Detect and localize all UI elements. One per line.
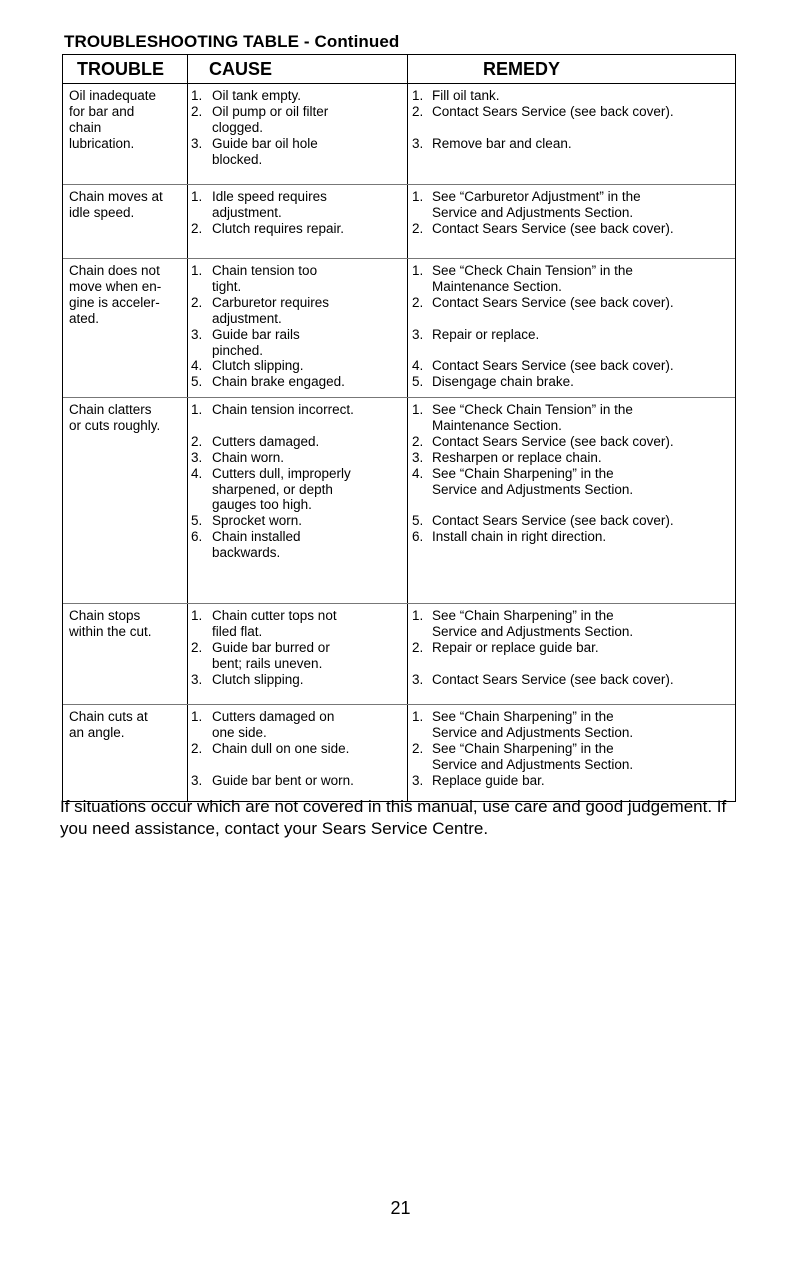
cause-item [191,418,403,434]
item-number: 1. [412,709,424,724]
item-text: Disengage chain brake. [432,374,574,390]
item-number: 1. [191,189,203,204]
footer-note: If situations occur which are not covered in this manual, use care and good judgement. If you need assistance, contact your Sears Service Centre. [60,797,727,838]
item-number: 1. [191,402,203,417]
remedy-item [412,88,734,104]
item-number: 4. [191,465,203,481]
table-row [63,604,735,705]
trouble-line: Chain cuts at [69,709,148,724]
trouble-cell [69,189,187,221]
item-number: 1. [412,189,424,204]
trouble-cell [69,88,187,152]
item-text: Contact Sears Service (see back cover). [432,294,674,310]
remedy-item [412,672,734,688]
cause-item [191,327,403,359]
item-text: Maintenance Section. [432,417,562,433]
remedy-item [412,402,734,434]
cause-cell [191,263,403,390]
cause-cell [191,88,403,168]
table-row [63,398,735,604]
trouble-cell [69,608,187,640]
item-number: 2. [412,639,424,655]
table-header [63,55,735,84]
item-text: Service and Adjustments Section. [432,724,634,740]
item-text: See “Check Chain Tension” in the [432,402,633,417]
remedy-item [412,656,734,672]
troubleshooting-table [62,54,736,802]
item-number: 1. [412,608,424,623]
item-text: Cutters dull, improperly [212,465,351,481]
cause-item [191,136,403,168]
item-number: 5. [191,513,203,529]
item-text: Oil pump or oil filter [212,103,329,119]
cause-item [191,450,403,466]
remedy-cell [412,402,734,545]
item-text: Oil tank empty. [212,88,302,103]
item-number: 3. [412,449,424,465]
remedy-item [412,295,734,311]
item-number: 1. [412,88,424,103]
item-text: adjustment. [212,310,282,326]
item-text: Chain dull on one side. [212,740,350,756]
trouble-cell [69,709,187,741]
item-text: Chain cutter tops not [212,608,337,623]
item-text: Resharpen or replace chain. [432,449,602,465]
item-text: See “Chain Sharpening” in the [432,740,614,756]
table-row [63,259,735,398]
cause-item [191,773,403,789]
item-number: 3. [412,135,424,151]
table-body [63,84,735,802]
item-text: blocked. [212,151,263,167]
trouble-line: Chain does not [69,263,160,278]
item-text: backwards. [212,545,281,561]
cause-item [191,640,403,672]
item-text: Fill oil tank. [432,88,500,103]
remedy-item [412,450,734,466]
trouble-line: Chain clatters [69,402,152,417]
item-text: Guide bar rails [212,326,300,342]
remedy-cell [412,263,734,390]
cause-item [191,221,403,237]
cause-item [191,189,403,221]
item-number: 5. [191,374,203,390]
remedy-item [412,466,734,498]
item-number: 3. [191,135,203,151]
header-trouble: TROUBLE [77,59,164,79]
item-text: Contact Sears Service (see back cover). [432,671,674,687]
trouble-line: gine is acceler- [69,294,160,310]
trouble-line: idle speed. [69,204,135,220]
cause-item [191,104,403,136]
cause-item [191,672,403,688]
item-text: Chain brake engaged. [212,374,345,390]
item-number: 4. [412,358,424,374]
item-text: Chain tension too [212,263,318,278]
trouble-line: lubrication. [69,135,135,151]
item-text: Contact Sears Service (see back cover). [432,103,674,119]
item-number: 5. [412,374,424,390]
cause-cell [191,402,403,561]
item-number: 2. [191,433,203,449]
remedy-cell [412,709,734,789]
item-text: See “Chain Sharpening” in the [432,709,614,724]
table-row [63,185,735,259]
remedy-item [412,136,734,152]
trouble-line: Chain stops [69,608,141,623]
cause-item [191,513,403,529]
remedy-item [412,640,734,656]
remedy-item [412,513,734,529]
item-number: 1. [412,263,424,278]
cause-cell [191,608,403,688]
cause-item [191,757,403,773]
item-text: Remove bar and clean. [432,135,572,151]
item-text: See “Chain Sharpening” in the [432,608,614,623]
remedy-item [412,529,734,545]
remedy-item [412,120,734,136]
cause-item [191,358,403,374]
item-number: 1. [191,709,203,724]
item-text: adjustment. [212,204,282,220]
item-text: Chain tension incorrect. [212,402,354,417]
item-text: Sprocket worn. [212,513,303,529]
item-text: Service and Adjustments Section. [432,756,634,772]
item-number: 1. [191,88,203,103]
item-number: 3. [191,449,203,465]
item-text: Chain worn. [212,449,285,465]
item-text: pinched. [212,342,264,358]
item-number: 2. [412,433,424,449]
item-number: 3. [191,326,203,342]
item-number: 2. [412,294,424,310]
item-text: Replace guide bar. [432,772,545,788]
trouble-line: move when en- [69,278,162,294]
item-number: 6. [191,529,203,545]
trouble-line: chain [69,119,102,135]
page-title: TROUBLESHOOTING TABLE - Continued [64,32,400,51]
item-text: Clutch requires repair. [212,220,345,236]
item-text [212,418,403,434]
item-number: 3. [191,671,203,687]
remedy-item [412,709,734,741]
cause-item [191,608,403,640]
remedy-item [412,608,734,640]
item-number: 2. [191,740,203,756]
cause-cell [191,709,403,789]
item-text: Repair or replace. [432,326,540,342]
item-text: Service and Adjustments Section. [432,204,634,220]
item-number: 5. [412,513,424,529]
item-number: 3. [191,772,203,788]
trouble-cell [69,402,187,434]
cause-item [191,741,403,757]
item-text [432,656,734,672]
item-text: Contact Sears Service (see back cover). [432,220,674,236]
item-text: Carburetor requires [212,294,330,310]
item-number: 1. [191,263,203,278]
item-text: See “Chain Sharpening” in the [432,465,614,481]
remedy-item [412,263,734,295]
table-row [63,84,735,185]
item-text [212,757,403,773]
item-number: 1. [191,608,203,623]
cause-item [191,295,403,327]
trouble-line: for bar and [69,103,135,119]
cause-item [191,263,403,295]
remedy-item [412,358,734,374]
item-text: Clutch slipping. [212,358,304,374]
trouble-line: or cuts roughly. [69,417,161,433]
trouble-line: within the cut. [69,623,152,639]
trouble-line: ated. [69,310,100,326]
item-text [432,343,734,359]
item-text: Guide bar bent or worn. [212,772,354,788]
trouble-line: Chain moves at [69,189,163,204]
cause-item [191,402,403,418]
header-remedy: REMEDY [483,59,561,79]
remedy-item [412,327,734,343]
item-text: Clutch slipping. [212,671,304,687]
cause-cell [191,189,403,237]
remedy-item [412,773,734,789]
cause-item [191,466,403,514]
remedy-item [412,741,734,773]
cause-item [191,529,403,561]
item-text [432,497,734,513]
item-text: clogged. [212,119,264,135]
item-number: 3. [412,326,424,342]
item-text: Contact Sears Service (see back cover). [432,513,674,529]
item-number: 2. [412,220,424,236]
remedy-item [412,311,734,327]
item-text: Service and Adjustments Section. [432,623,634,639]
item-text: bent; rails uneven. [212,655,323,671]
table-row [63,705,735,802]
item-text: Contact Sears Service (see back cover). [432,358,674,374]
item-number: 2. [191,103,203,119]
item-number: 3. [412,772,424,788]
item-text: Repair or replace guide bar. [432,639,599,655]
cause-item [191,374,403,390]
item-text: See “Carburetor Adjustment” in the [432,189,641,204]
cause-item [191,88,403,104]
trouble-cell [69,263,187,327]
remedy-cell [412,608,734,688]
trouble-line: Oil inadequate [69,88,157,103]
item-text: Maintenance Section. [432,278,562,294]
remedy-cell [412,189,734,237]
item-text: sharpened, or depth [212,481,333,497]
page-number: 21 [390,1198,411,1218]
item-text: Idle speed requires [212,189,327,204]
item-text: Cutters damaged. [212,433,320,449]
item-text: tight. [212,278,242,294]
remedy-item [412,104,734,120]
item-number: 4. [412,465,424,481]
item-number: 3. [412,671,424,687]
item-text: Contact Sears Service (see back cover). [432,433,674,449]
item-number: 2. [412,740,424,756]
item-text [432,311,734,327]
item-text: Cutters damaged on [212,709,335,724]
remedy-cell [412,88,734,152]
item-text: Install chain in right direction. [432,529,607,545]
remedy-item [412,497,734,513]
item-number: 2. [412,103,424,119]
item-text: one side. [212,724,267,740]
item-text: Guide bar burred or [212,639,330,655]
remedy-item [412,343,734,359]
item-text: filed flat. [212,623,263,639]
remedy-item [412,434,734,450]
header-cause: CAUSE [209,59,273,79]
item-number: 2. [191,639,203,655]
item-text: Chain installed [212,529,301,545]
item-number: 2. [191,294,203,310]
item-number: 1. [412,402,424,417]
item-text: gauges too high. [212,497,312,513]
cause-item [191,709,403,741]
item-text [432,120,734,136]
item-text: Guide bar oil hole [212,135,318,151]
item-number: 6. [412,529,424,545]
item-number: 2. [191,220,203,236]
trouble-line: an angle. [69,724,125,740]
remedy-item [412,189,734,221]
remedy-item [412,221,734,237]
item-number: 4. [191,358,203,374]
remedy-item [412,374,734,390]
item-text: Service and Adjustments Section. [432,481,634,497]
cause-item [191,434,403,450]
item-text: See “Check Chain Tension” in the [432,263,633,278]
